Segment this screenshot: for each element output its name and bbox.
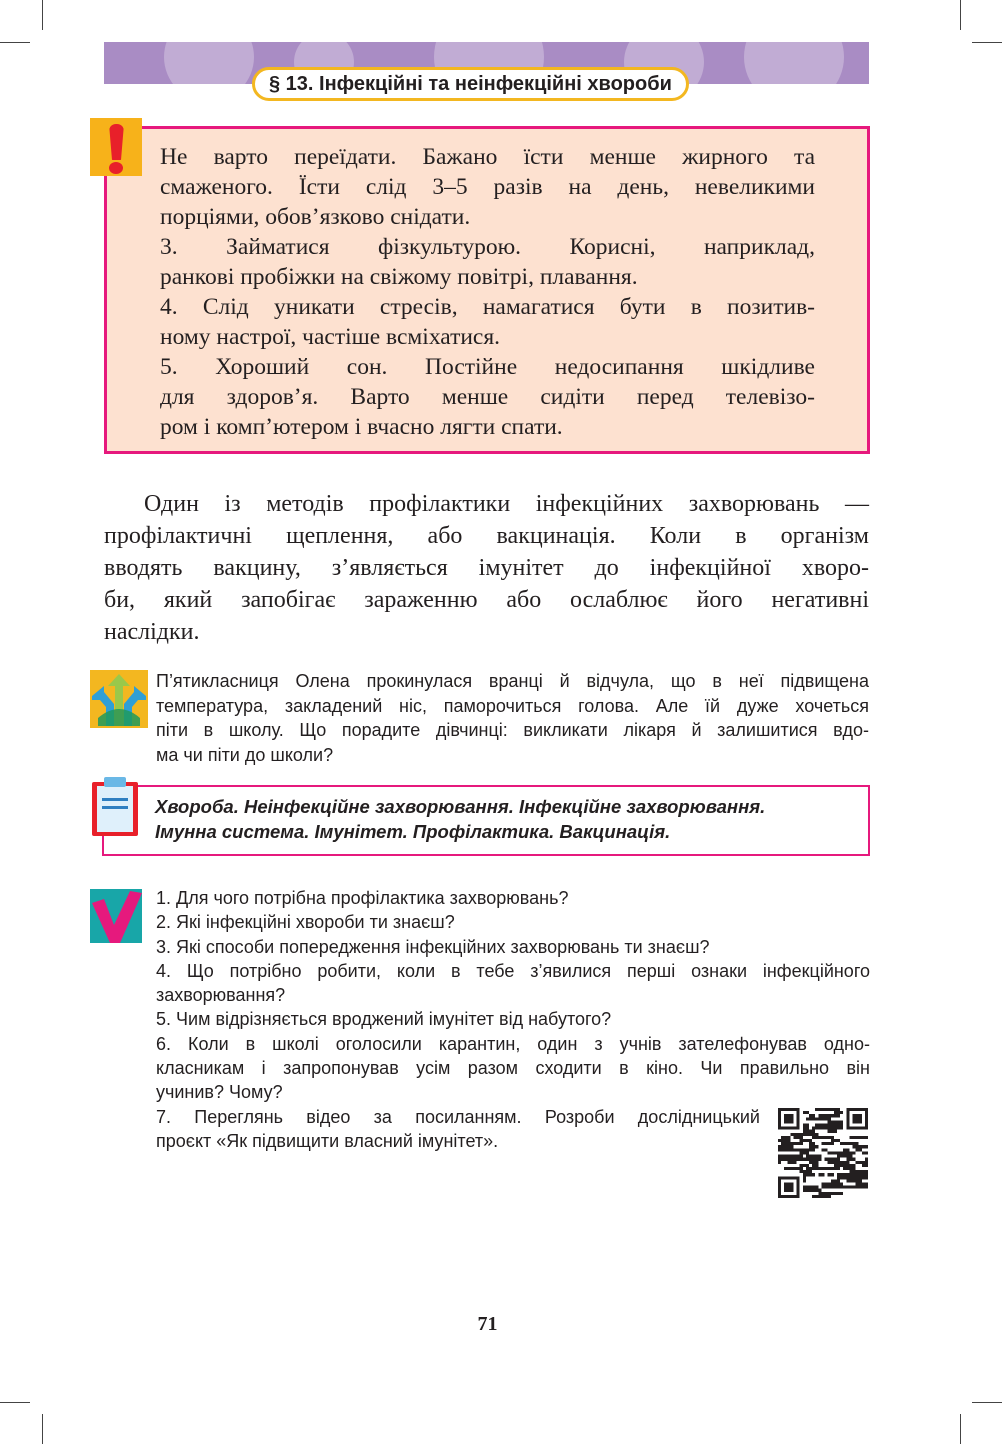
question-line: 6. Коли в школі оголосили карантин, один з учнів зателефонував одно-: [156, 1033, 870, 1054]
question-line: проєкт «Як підвищити власний імунітет».: [156, 1130, 499, 1151]
paragraph-line: вводять вакцину, з’являється імунітет до інфекційної хворо-: [104, 555, 869, 581]
advice-line: для здоров’я. Варто менше сидіти перед телевізо-: [160, 384, 815, 410]
qr-code[interactable]: [778, 1108, 868, 1198]
question-line: 5. Чим відрізняється вроджений імунітет від набутого?: [156, 1009, 612, 1030]
advice-line: ному настрої, частіше всміхатися.: [160, 324, 501, 350]
section-title: [252, 67, 689, 101]
advice-line: ром і комп’ютером і вчасно лягти спати.: [160, 414, 563, 440]
crop-mark: [42, 0, 43, 30]
key-terms: [155, 794, 855, 844]
question-line: захворювання?: [156, 985, 286, 1006]
crop-mark: [960, 1414, 961, 1444]
advice-line: порціями, обов’язково снідати.: [160, 204, 471, 230]
crop-mark: [960, 0, 961, 30]
paragraph-line: наслідки.: [104, 619, 200, 645]
question-line: 7. Переглянь відео за посиланням. Розроби дослідницький: [156, 1106, 760, 1127]
question-line: 1. Для чого потрібна профілактика захворювань?: [156, 888, 569, 908]
paragraph-line: профілактичні щеплення, або вакцинація. Коли в організм: [104, 523, 869, 549]
section-title-text: § 13. Інфекційні та неінфекційні хвороби: [269, 72, 672, 95]
crop-mark: [42, 1414, 43, 1444]
question-line: 4. Що потрібно робити, коли в тебе з’явилися перші ознаки інфекційного: [156, 960, 870, 981]
clipboard-icon: [90, 776, 142, 838]
crop-mark: [0, 1402, 30, 1403]
advice-line: Не варто переїдати. Бажано їсти менше жирного та: [160, 144, 815, 170]
situation-line: температура, закладений ніс, паморочиться голова. Але їй дуже хочеться: [156, 695, 869, 716]
key-terms-line: Хвороба. Неінфекційне захворювання. Інфекційне захворювання.: [155, 796, 766, 817]
question-line: 3. Які способи попередження інфекційних захворювань ти знаєш?: [156, 936, 710, 957]
situation-line: П’ятикласниця Олена прокинулася вранці й відчула, що в неї підвищена: [156, 671, 869, 691]
page-number: 71: [477, 1313, 498, 1335]
crop-mark: [972, 42, 1002, 43]
checkmark-icon: [90, 889, 142, 943]
paragraph-line: Один із методів профілактики інфекційних захворювань —: [144, 491, 869, 517]
advice-line: ранкові пробіжки на свіжому повітрі, плавання.: [160, 264, 638, 290]
advice-line: 4. Слід уникати стресів, намагатися бути в позитив-: [160, 294, 815, 320]
crop-mark: [0, 42, 30, 43]
main-paragraph: [104, 488, 869, 648]
review-questions: [156, 886, 870, 1153]
advice-line: 3. Займатися фізкультурою. Корисні, наприклад,: [160, 234, 815, 260]
crossroads-arrows-icon: [90, 670, 148, 728]
key-terms-line: Імунна система. Імунітет. Профілактика. Вакцинація.: [155, 821, 671, 842]
exclamation-icon: [90, 118, 142, 176]
question-line: класникам і запропонував усім разом сходити в кіно. Чи правильно він: [156, 1058, 870, 1079]
question-line: учинив? Чому?: [156, 1082, 283, 1103]
advice-text: [160, 142, 815, 442]
situation-task: [156, 669, 869, 767]
advice-line: 5. Хороший сон. Постійне недосипання шкідливе: [160, 354, 815, 380]
advice-line: смаженого. Їсти слід 3–5 разів на день, невеликими: [160, 174, 815, 200]
question-line: 2. Які інфекційні хвороби ти знаєш?: [156, 912, 455, 933]
crop-mark: [972, 1402, 1002, 1403]
situation-line: ма чи піти до школи?: [156, 744, 334, 765]
paragraph-line: би, який запобігає зараженню або ослаблює його негативні: [104, 587, 869, 613]
situation-line: піти в школу. Що порадите дівчинці: викликати лікаря й залишитися вдо-: [156, 720, 869, 740]
